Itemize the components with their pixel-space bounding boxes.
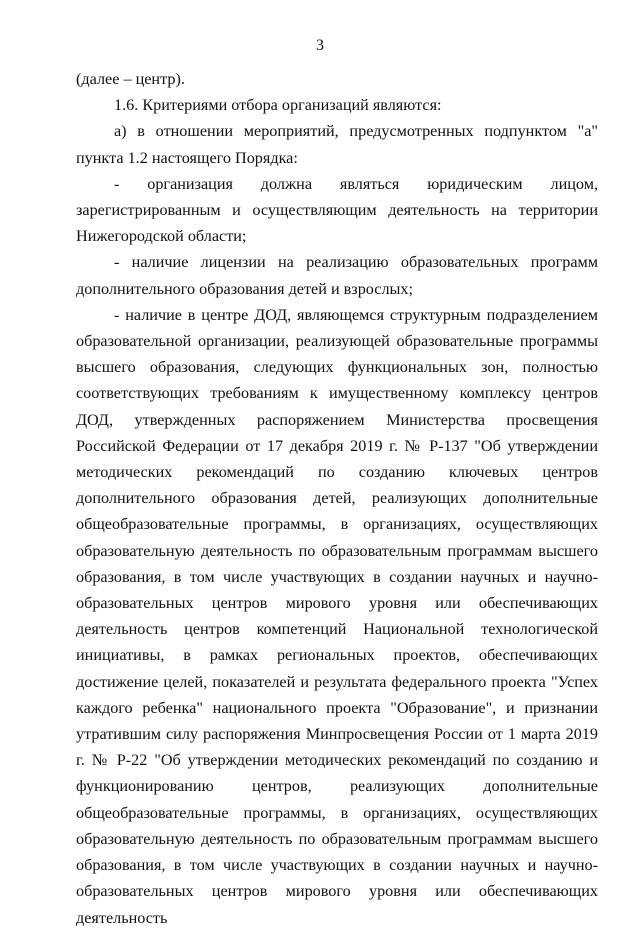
paragraph-subitem-a: а) в отношении мероприятий, предусмотренных подпунктом "а" пункта 1.2 настоящего Порядка: [76,122,598,167]
paragraph-continuation: (далее – центр). [76,70,185,88]
paragraph-section-1-6: 1.6. Критериями отбора организаций являются: [114,96,442,115]
paragraph-criterion-license: - наличие лицензии на реализацию образовательных программ дополнительного образования детей и взрослых; [76,253,598,298]
page-number: 3 [316,37,324,54]
paragraph-criterion-legal-entity: - организация должна являться юридическим лицом, зарегистрированным и осуществляющим деятельность на территории Нижегородской области; [76,174,598,246]
paragraph-criterion-functional-zones: - наличие в центре ДОД, являющемся структурным подразделением образовательной организации, реализующей образовательные программы высшего образования, следующих функциональных зон, полностью соответствующих требованиям к имущественному комплексу центров ДОД, утвержденных распоряжением Министерства просвещения Российской Федерации от 17 декабря 2019 г. № Р-137 "Об утверждении методических рекомендаций по созданию ключевых центров дополнительного образования детей, реализующих дополнительные общеобразовательные программы, в организациях, осуществляющих образовательную деятельность по образовательным программам высшего образования, в том числе участвующих в создании научных и научно-образовательных центров мирового уровня или обеспечивающих деятельность центров компетенций Национальной технологической инициативы, в рамках региональных проектов, обеспечивающих достижение целей, показателей и результата федерального проекта "Успех каждого ребенка" национального проекта "Образование", и признании утратившим силу распоряжения Минпросвещения России от 1 марта 2019 г. № Р-22 "Об утверждении методических рекомендаций по созданию и функционированию центров, реализующих дополнительные общеобразовательные программы, в организациях, осуществляющих образовательную деятельность по образовательным программам высшего образования, в том числе участвующих в создании научных и научно-образовательных центров мирового уровня или обеспечивающих деятельность [76,305,598,927]
document-body [76,66,598,931]
